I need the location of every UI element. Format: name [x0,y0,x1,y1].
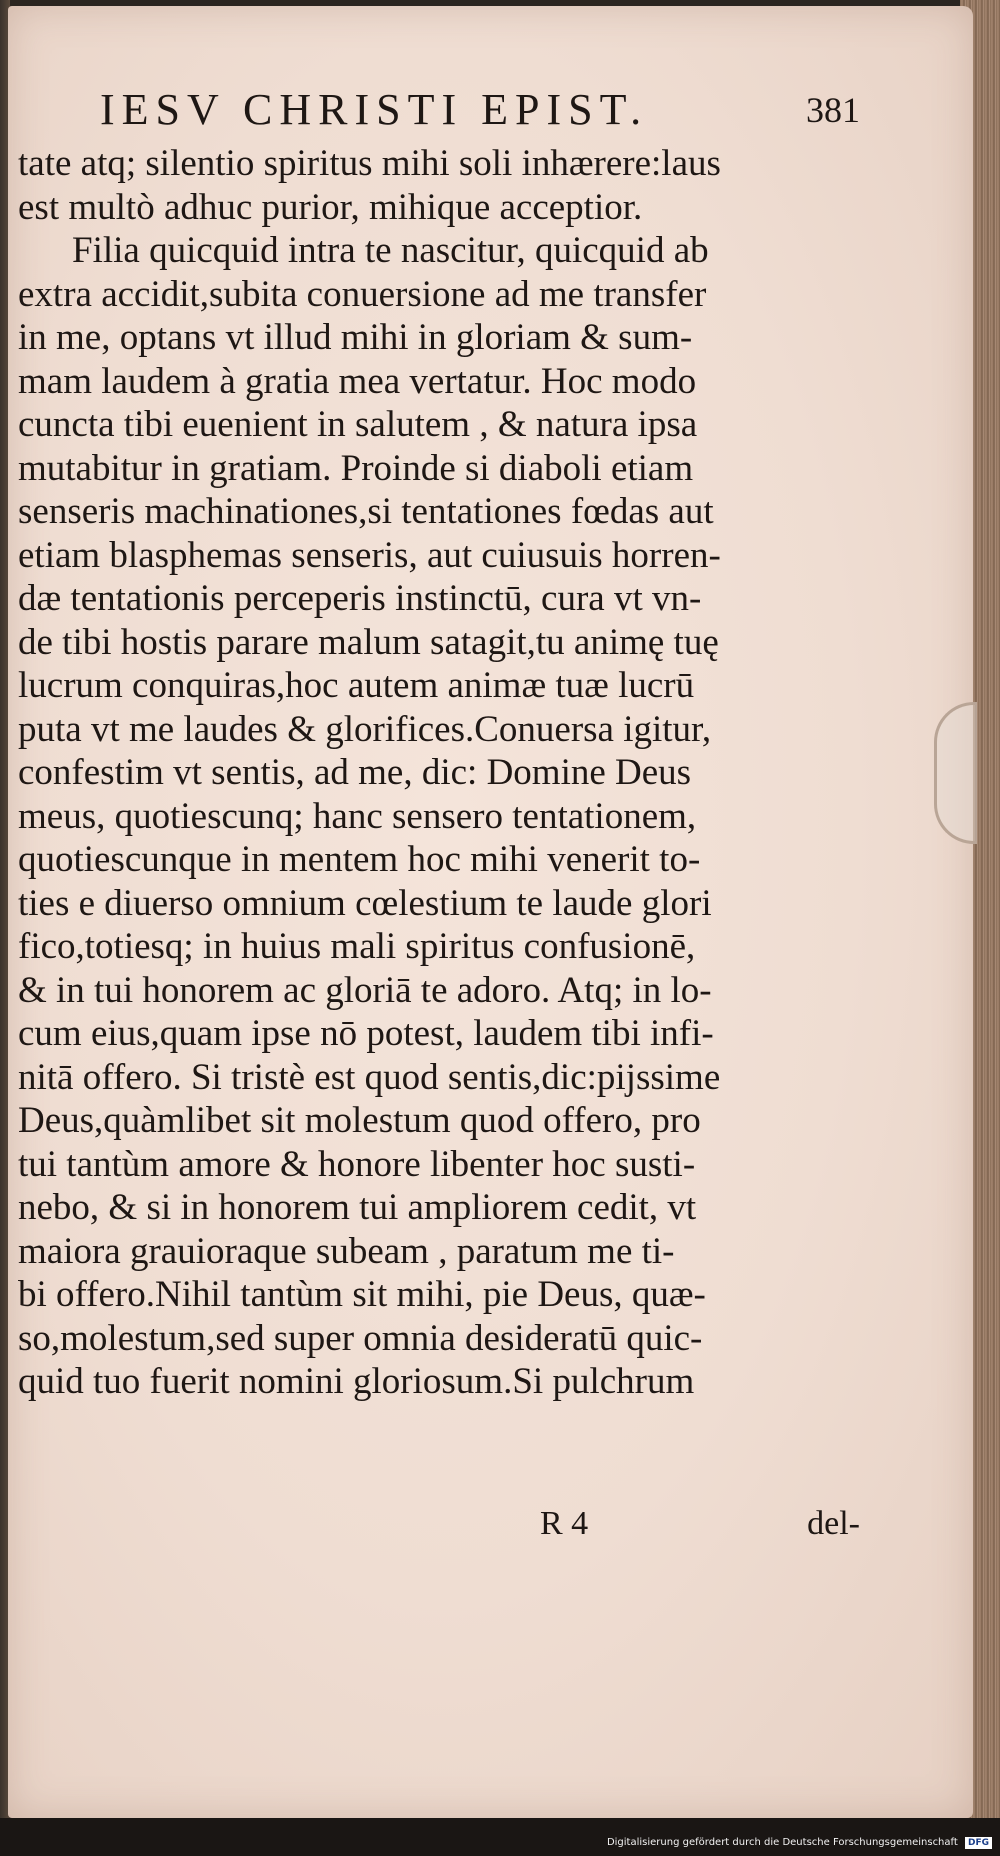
text-line: tate atq; silentio spiritus mihi soli inhærere:laus [18,143,721,184]
text-line: mam laudem à gratia mea vertatur. Hoc modo [18,360,697,402]
text-line: nebo, & si in honorem tui ampliorem cedit, vt [18,1187,697,1228]
text-line: quotiescunque in mentem hoc mihi venerit to- [18,839,701,880]
text-line: so,molestum,sed super omnia desideratū quic- [18,1317,703,1359]
text-line: est multò adhuc purior, mihique acceptior. [18,186,643,228]
text-line: fico,totiesq; in huius mali spiritus confusionē, [18,926,696,967]
body-text [18,142,868,1404]
text-line: & in tui honorem ac gloriā te adoro. Atq; in lo- [18,969,712,1011]
page-clip [934,702,977,844]
text-line: lucrum conquiras,hoc autem animæ tuæ lucrū [18,665,695,706]
text-line: in me, optans vt illud mihi in gloriam & sum- [18,317,693,358]
dfg-logo: DFG [965,1837,992,1849]
page-number: 381 [806,90,860,130]
text-line: tui tantùm amore & honore libenter hoc susti- [18,1143,696,1185]
text-line: extra accidit,subita conuersione ad me transfer [18,273,707,315]
credit-text: Digitalisierung gefördert durch die Deutsche Forschungsgemeinschaft [606,1837,958,1848]
signature-mark: R 4 [540,1505,589,1542]
text-line: cum eius,quam ipse nō potest, laudem tibi infi- [18,1013,714,1054]
text-line: Deus,quàmlibet sit molestum quod offero, pro [18,1100,701,1141]
catchword: del- [807,1505,860,1542]
text-line: ties e diuerso omnium cœlestium te laude glori [18,882,712,924]
text-line: puta vt me laudes & glorifices.Conuersa igitur, [18,708,712,750]
page-footer [100,1505,860,1555]
text-line: senseris machinationes,si tentationes fœdas aut [18,491,714,532]
text-line: Filia quicquid intra te nascitur, quicquid ab [72,230,709,271]
text-line: de tibi hostis parare malum satagit,tu animę tuę [18,621,719,663]
text-line: maiora grauioraque subeam , paratum me ti- [18,1230,675,1272]
text-line: mutabitur in gratiam. Proinde si diaboli etiam [18,447,694,489]
running-head: IESV CHRISTI EPIST. [100,85,649,134]
text-line: etiam blasphemas senseris, aut cuiusuis horren- [18,534,721,576]
text-line: dæ tentationis perceperis instinctū, cura vt vn- [18,578,702,619]
text-line: quid tuo fuerit nomini gloriosum.Si pulchrum [18,1361,695,1402]
page-header [100,80,860,140]
text-line: confestim vt sentis, ad me, dic: Domine Deus [18,752,692,793]
digitization-credit [607,1836,992,1850]
text-line: nitā offero. Si tristè est quod sentis,dic:pijssime [18,1056,721,1098]
text-line: cuncta tibi euenient in salutem , & natura ipsa [18,404,698,445]
text-line: bi offero.Nihil tantùm sit mihi, pie Deus, quæ- [18,1274,706,1315]
text-line: meus, quotiescunq; hanc sensero tentationem, [18,795,697,837]
